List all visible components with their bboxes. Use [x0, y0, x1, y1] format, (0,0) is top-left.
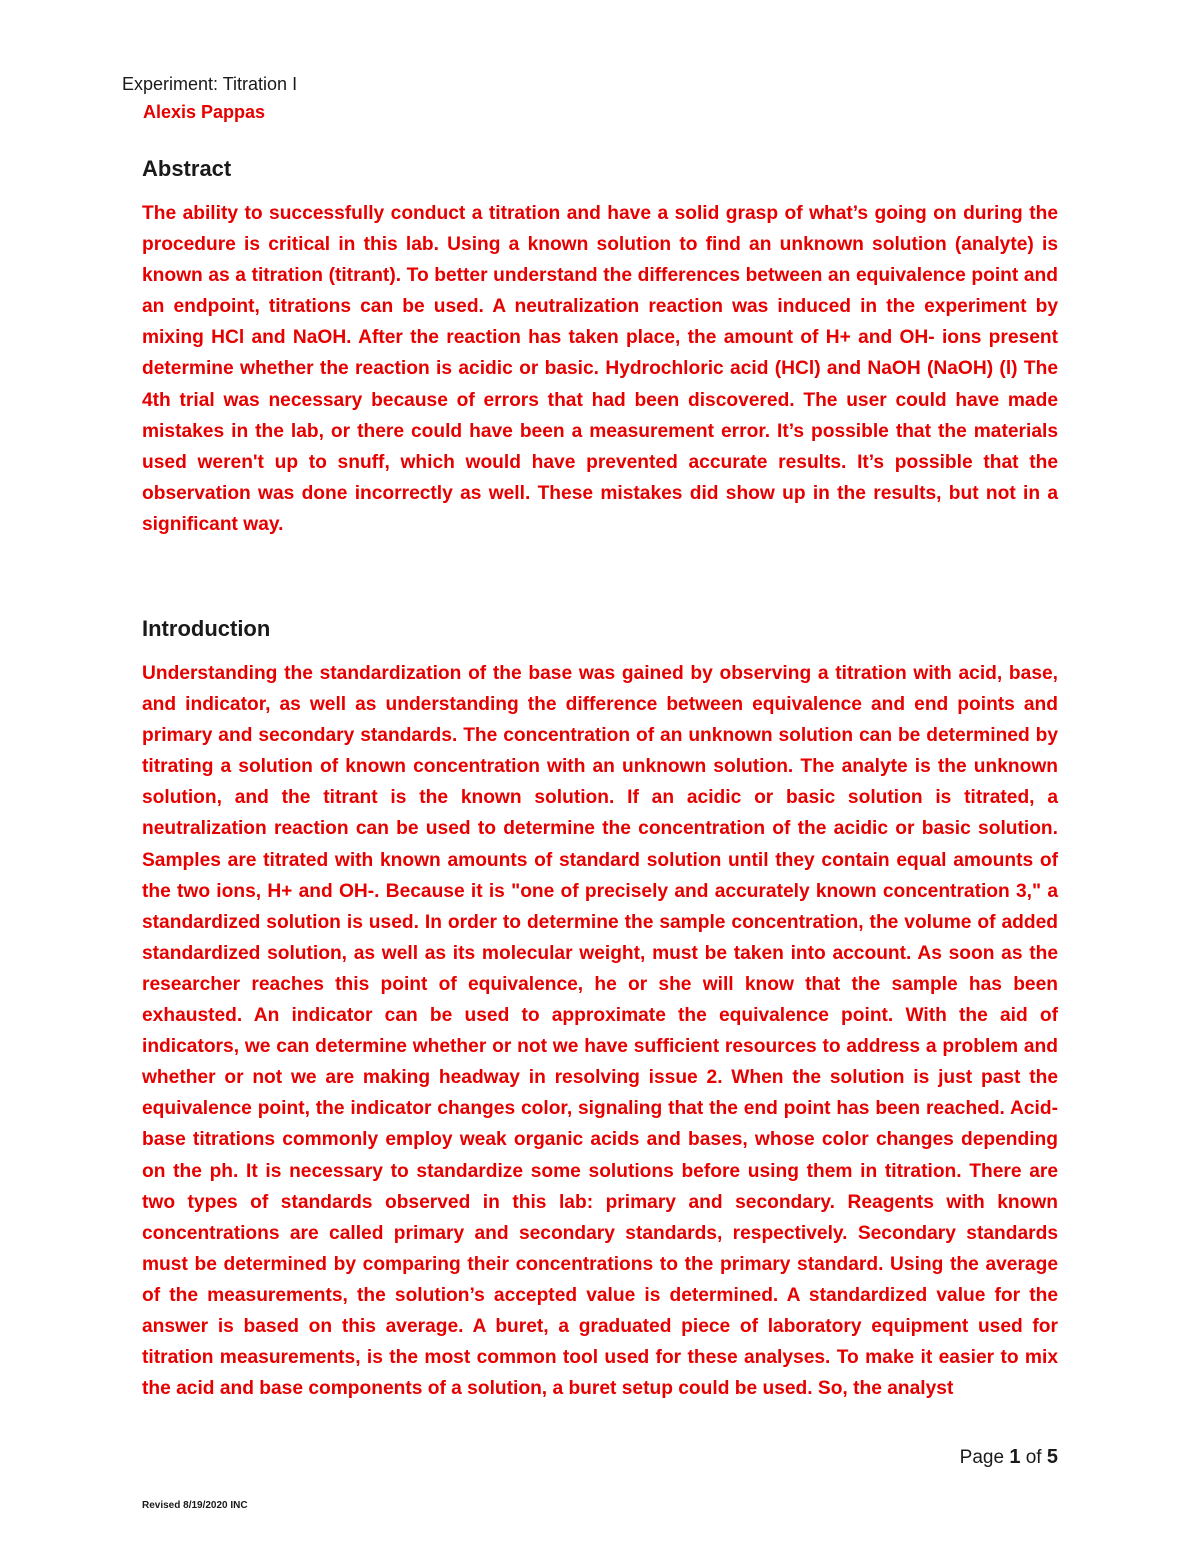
abstract-body: The ability to successfully conduct a titration and have a solid grasp of what’s going on during the procedure is critical in this lab. Using a known solution to find an unknown solution (analyte) is known as a titration (titrant). To better understand the differences between an equivalence point and an endpoint, titrations can be used. A neutralization reaction was induced in the experiment by mixing HCl and NaOH. After the reaction has taken place, the amount of H+ and OH- ions present determine whether the reaction is acidic or basic. Hydrochloric acid (HCl) and NaOH (NaOH) (l) The 4th trial was necessary because of errors that had been discovered. The user could have made mistakes in the lab, or there could have been a measurement error. It’s possible that the materials used weren't up to snuff, which would have prevented accurate results. It’s possible that the observation was done incorrectly as well. These mistakes did show up in the results, but not in a significant way. [142, 203, 1058, 535]
experiment-title: Experiment: Titration I [122, 74, 298, 94]
introduction-section [142, 616, 1058, 1404]
page-label: Page [959, 1447, 1005, 1468]
abstract-heading: Abstract [142, 156, 232, 181]
current-page-number: 1 [1009, 1446, 1021, 1468]
introduction-body: Understanding the standardization of the base was gained by observing a titration with acid, base, and indicator, as well as understanding the difference between equivalence and end points and primary and secondary standards. The concentration of an unknown solution can be determined by titrating a solution of known concentration with an unknown solution. The analyte is the unknown solution, and the titrant is the known solution. If an acidic or basic solution is titrated, a neutralization reaction can be used to determine the concentration of the acidic or basic solution. Samples are titrated with known amounts of standard solution until they contain equal amounts of the two ions, H+ and OH-. Because it is "one of precisely and accurately known concentration 3," a standardized solution is used. In order to determine the sample concentration, the volume of added standardized solution, as well as its molecular weight, must be taken into account. As soon as the researcher reaches this point of equivalence, he or she will know that the sample has been exhausted. An indicator can be used to approximate the equivalence point. With the aid of indicators, we can determine whether or not we have sufficient resources to address a problem and whether or not we are making headway in resolving issue 2. When the solution is just past the equivalence point, the indicator changes color, signaling that the end point has been reached. Acid-base titrations commonly employ weak organic acids and bases, whose color changes depending on the ph. It is necessary to standardize some solutions before using them in titration. There are two types of standards observed in this lab: primary and secondary. Reagents with known concentrations are called primary and secondary standards, respectively. Secondary standards must be determined by comparing their concentrations to the primary standard. Using the average of the measurements, the solution’s accepted value is determined. A standardized value for the answer is based on this average. A buret, a graduated piece of laboratory equipment used for titration measurements, is the most common tool used for these analyses. To make it easier to mix the acid and base components of a solution, a buret setup could be used. So, the analyst [142, 663, 1058, 1400]
page-number-indicator [960, 1446, 1058, 1469]
author-name: Alexis Pappas [143, 102, 266, 122]
introduction-heading: Introduction [142, 616, 271, 641]
of-label: of [1025, 1447, 1042, 1468]
abstract-section [142, 156, 1058, 540]
revision-note: Revised 8/19/2020 INC [142, 1500, 248, 1511]
total-page-number: 5 [1046, 1446, 1058, 1468]
